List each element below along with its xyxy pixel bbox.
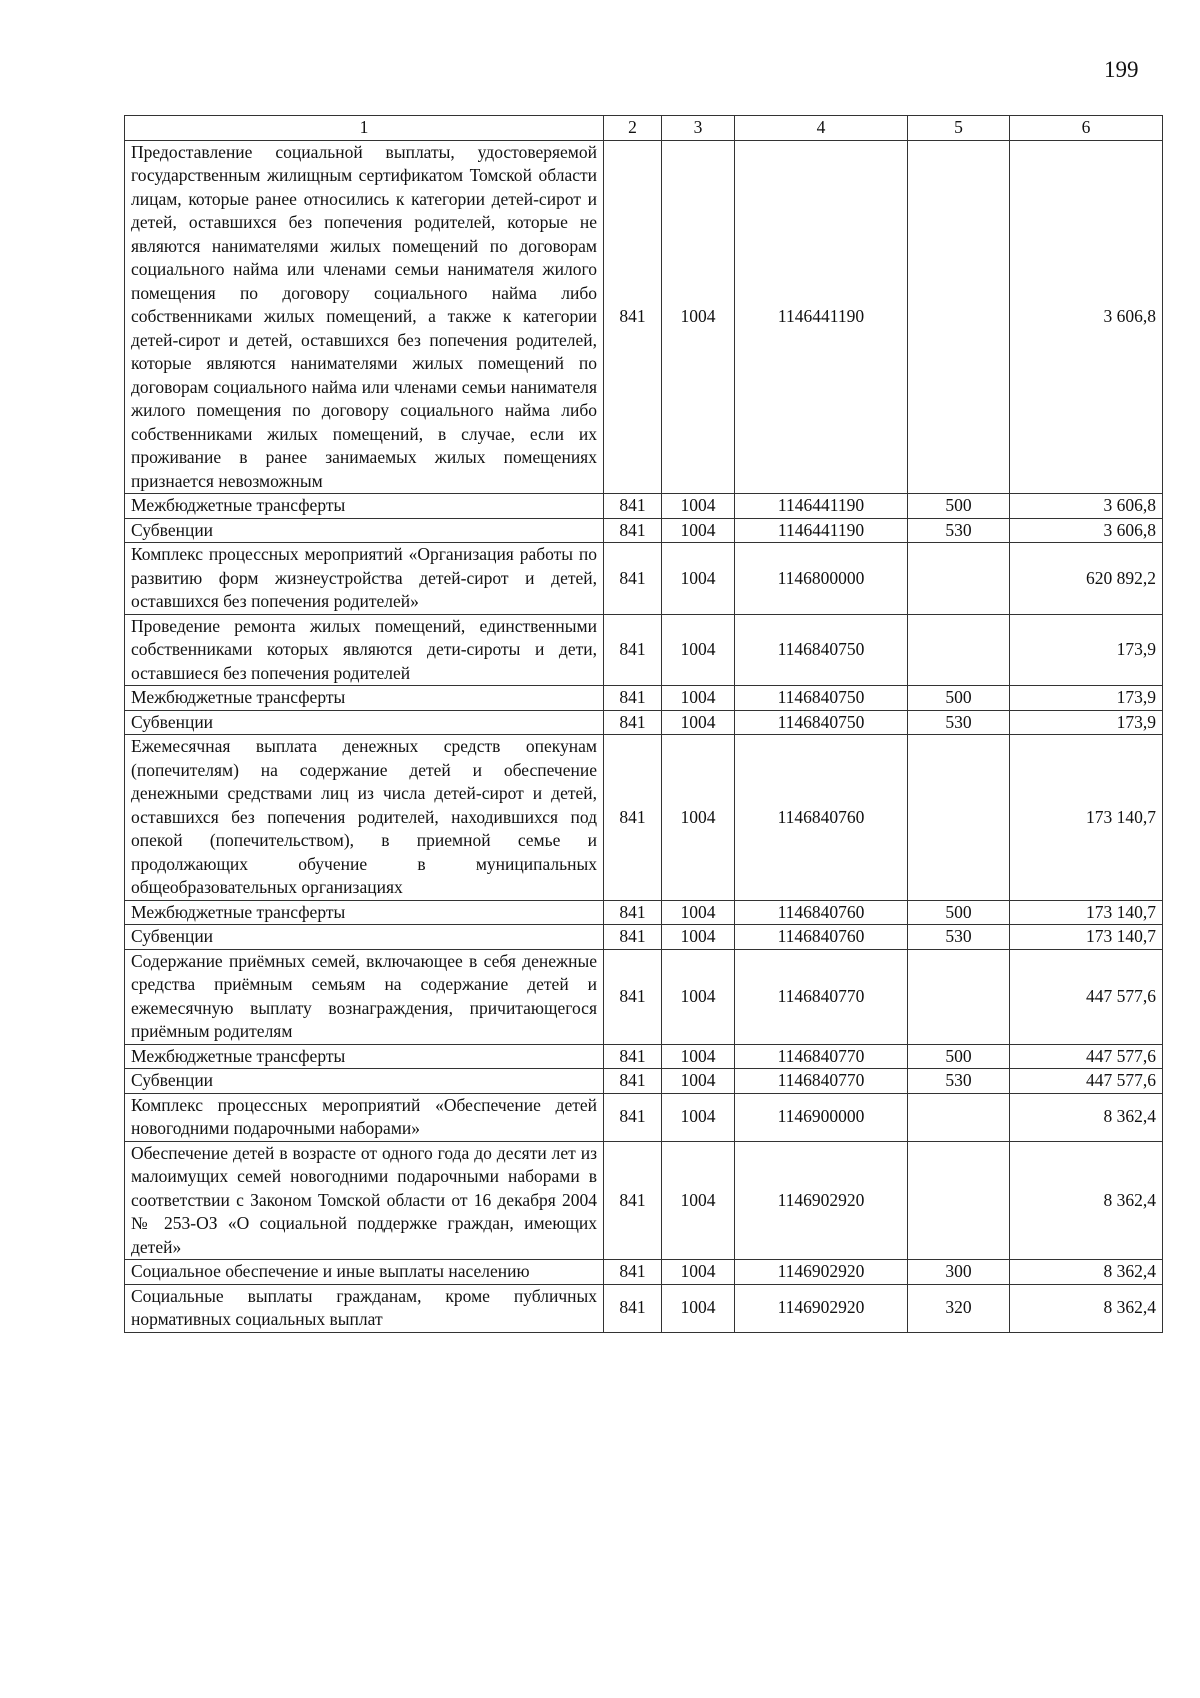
row-code-cell: 841 [604,1044,662,1069]
row-name-cell: Субвенции [125,1069,604,1094]
row-amount-cell: 620 892,2 [1010,543,1163,615]
table-row [125,710,1163,735]
row-name-cell: Комплекс процессных мероприятий «Организация работы по развитию форм жизнеустройства детей-сирот и детей, оставшихся без попечения родителей» [125,543,604,615]
table-row [125,925,1163,950]
row-name-cell: Субвенции [125,925,604,950]
row-code-cell: 841 [604,710,662,735]
row-section-cell: 1004 [662,949,735,1044]
table-row [125,518,1163,543]
row-section-cell: 1004 [662,1284,735,1332]
row-amount-cell: 447 577,6 [1010,949,1163,1044]
row-section-cell: 1004 [662,1260,735,1285]
row-name-cell: Социальное обеспечение и иные выплаты населению [125,1260,604,1285]
row-type-cell [908,735,1010,901]
row-name-cell: Обеспечение детей в возрасте от одного года до десяти лет из малоимущих семей новогодними подарочными наборами в соответствии с Законом Томской области от 16 декабря 2004 № 253-ОЗ «О социальной поддержке граждан, имеющих детей» [125,1141,604,1260]
row-name-cell: Субвенции [125,518,604,543]
row-name-cell: Проведение ремонта жилых помещений, единственными собственниками которых являются дети-сироты и дети, оставшиеся без попечения родителей [125,614,604,686]
row-code-cell: 841 [604,686,662,711]
row-type-cell: 530 [908,710,1010,735]
row-type-cell: 500 [908,1044,1010,1069]
table-row [125,1093,1163,1141]
table-row [125,1284,1163,1332]
row-target-cell: 1146840770 [735,949,908,1044]
row-name-cell: Содержание приёмных семей, включающее в себя денежные средства приёмным семьям на содержание детей и ежемесячную выплату вознаграждения, причитающегося приёмным родителям [125,949,604,1044]
row-amount-cell: 447 577,6 [1010,1044,1163,1069]
row-section-cell: 1004 [662,494,735,519]
table-body [125,116,1163,1333]
row-amount-cell: 173 140,7 [1010,900,1163,925]
row-amount-cell: 173,9 [1010,686,1163,711]
row-name-cell: Межбюджетные трансферты [125,1044,604,1069]
row-section-cell: 1004 [662,614,735,686]
row-type-cell [908,543,1010,615]
row-code-cell: 841 [604,735,662,901]
row-amount-cell: 447 577,6 [1010,1069,1163,1094]
table-row [125,686,1163,711]
row-type-cell [908,1141,1010,1260]
table-row [125,1044,1163,1069]
row-name-cell: Субвенции [125,710,604,735]
row-target-cell: 1146902920 [735,1260,908,1285]
table-row [125,140,1163,494]
row-section-cell: 1004 [662,1069,735,1094]
row-target-cell: 1146902920 [735,1284,908,1332]
page-number: 199 [1104,57,1139,82]
row-amount-cell: 173,9 [1010,614,1163,686]
row-name-cell: Предоставление социальной выплаты, удостоверяемой государственным жилищным сертификатом Томской области лицам, которые ранее относились к категории детей-сирот и детей, оставшихся без попечения родителей, которые не являются нанимателями жилых помещений по договорам социального найма или членами семьи нанимателя жилого помещения по договору социального найма либо собственниками жилых помещений, а также к категории детей-сирот и детей, оставшихся без попечения родителей, которые являются нанимателями жилых помещений по договорам социального найма или членами семьи нанимателя жилого помещения по договору социального найма либо собственниками жилых помещений, в случае, если их проживание в ранее занимаемых жилых помещениях признается невозможным [125,140,604,494]
row-section-cell: 1004 [662,1093,735,1141]
table-row [125,1260,1163,1285]
row-section-cell: 1004 [662,735,735,901]
table-row [125,614,1163,686]
row-section-cell: 1004 [662,518,735,543]
row-code-cell: 841 [604,518,662,543]
table-row [125,949,1163,1044]
row-amount-cell: 8 362,4 [1010,1141,1163,1260]
budget-table [124,115,1163,1333]
row-section-cell: 1004 [662,140,735,494]
row-target-cell: 1146441190 [735,140,908,494]
header-cell-1: 1 [125,116,604,141]
row-target-cell: 1146900000 [735,1093,908,1141]
row-type-cell: 530 [908,925,1010,950]
row-target-cell: 1146840760 [735,925,908,950]
row-type-cell: 530 [908,1069,1010,1094]
row-section-cell: 1004 [662,925,735,950]
row-type-cell: 300 [908,1260,1010,1285]
row-type-cell: 320 [908,1284,1010,1332]
row-target-cell: 1146840750 [735,710,908,735]
row-name-cell: Межбюджетные трансферты [125,900,604,925]
header-cell-2: 2 [604,116,662,141]
row-target-cell: 1146441190 [735,494,908,519]
row-code-cell: 841 [604,1284,662,1332]
header-cell-3: 3 [662,116,735,141]
row-name-cell: Межбюджетные трансферты [125,494,604,519]
row-type-cell: 500 [908,686,1010,711]
row-section-cell: 1004 [662,710,735,735]
row-target-cell: 1146840760 [735,735,908,901]
header-row [125,116,1163,141]
row-code-cell: 841 [604,140,662,494]
row-section-cell: 1004 [662,900,735,925]
row-name-cell: Комплекс процессных мероприятий «Обеспечение детей новогодними подарочными наборами» [125,1093,604,1141]
row-target-cell: 1146441190 [735,518,908,543]
header-cell-4: 4 [735,116,908,141]
row-amount-cell: 173 140,7 [1010,925,1163,950]
row-code-cell: 841 [604,1069,662,1094]
row-type-cell [908,949,1010,1044]
row-type-cell: 500 [908,494,1010,519]
row-amount-cell: 8 362,4 [1010,1260,1163,1285]
table-row [125,543,1163,615]
row-amount-cell: 3 606,8 [1010,518,1163,543]
row-type-cell [908,1093,1010,1141]
row-code-cell: 841 [604,494,662,519]
row-code-cell: 841 [604,925,662,950]
row-target-cell: 1146840760 [735,900,908,925]
row-amount-cell: 173 140,7 [1010,735,1163,901]
row-code-cell: 841 [604,949,662,1044]
row-target-cell: 1146840770 [735,1069,908,1094]
row-target-cell: 1146800000 [735,543,908,615]
row-code-cell: 841 [604,543,662,615]
row-code-cell: 841 [604,1093,662,1141]
row-code-cell: 841 [604,1260,662,1285]
row-section-cell: 1004 [662,1141,735,1260]
row-target-cell: 1146840770 [735,1044,908,1069]
row-name-cell: Межбюджетные трансферты [125,686,604,711]
row-name-cell: Социальные выплаты гражданам, кроме публичных нормативных социальных выплат [125,1284,604,1332]
row-type-cell: 530 [908,518,1010,543]
row-amount-cell: 173,9 [1010,710,1163,735]
row-code-cell: 841 [604,1141,662,1260]
row-target-cell: 1146902920 [735,1141,908,1260]
row-section-cell: 1004 [662,543,735,615]
row-target-cell: 1146840750 [735,614,908,686]
row-amount-cell: 3 606,8 [1010,140,1163,494]
row-section-cell: 1004 [662,686,735,711]
row-type-cell: 500 [908,900,1010,925]
row-code-cell: 841 [604,900,662,925]
row-code-cell: 841 [604,614,662,686]
row-section-cell: 1004 [662,1044,735,1069]
table-row [125,1069,1163,1094]
row-type-cell [908,614,1010,686]
table-row [125,735,1163,901]
header-cell-6: 6 [1010,116,1163,141]
row-target-cell: 1146840750 [735,686,908,711]
header-cell-5: 5 [908,116,1010,141]
row-amount-cell: 8 362,4 [1010,1093,1163,1141]
table-row [125,1141,1163,1260]
row-amount-cell: 3 606,8 [1010,494,1163,519]
table-row [125,900,1163,925]
row-amount-cell: 8 362,4 [1010,1284,1163,1332]
row-type-cell [908,140,1010,494]
table-row [125,494,1163,519]
row-name-cell: Ежемесячная выплата денежных средств опекунам (попечителям) на содержание детей и обеспечение денежными средствами лиц из числа детей-сирот и детей, оставшихся без попечения родителей, находившихся под опекой (попечительством), в приемной семье и продолжающих обучение в муниципальных общеобразовательных организациях [125,735,604,901]
